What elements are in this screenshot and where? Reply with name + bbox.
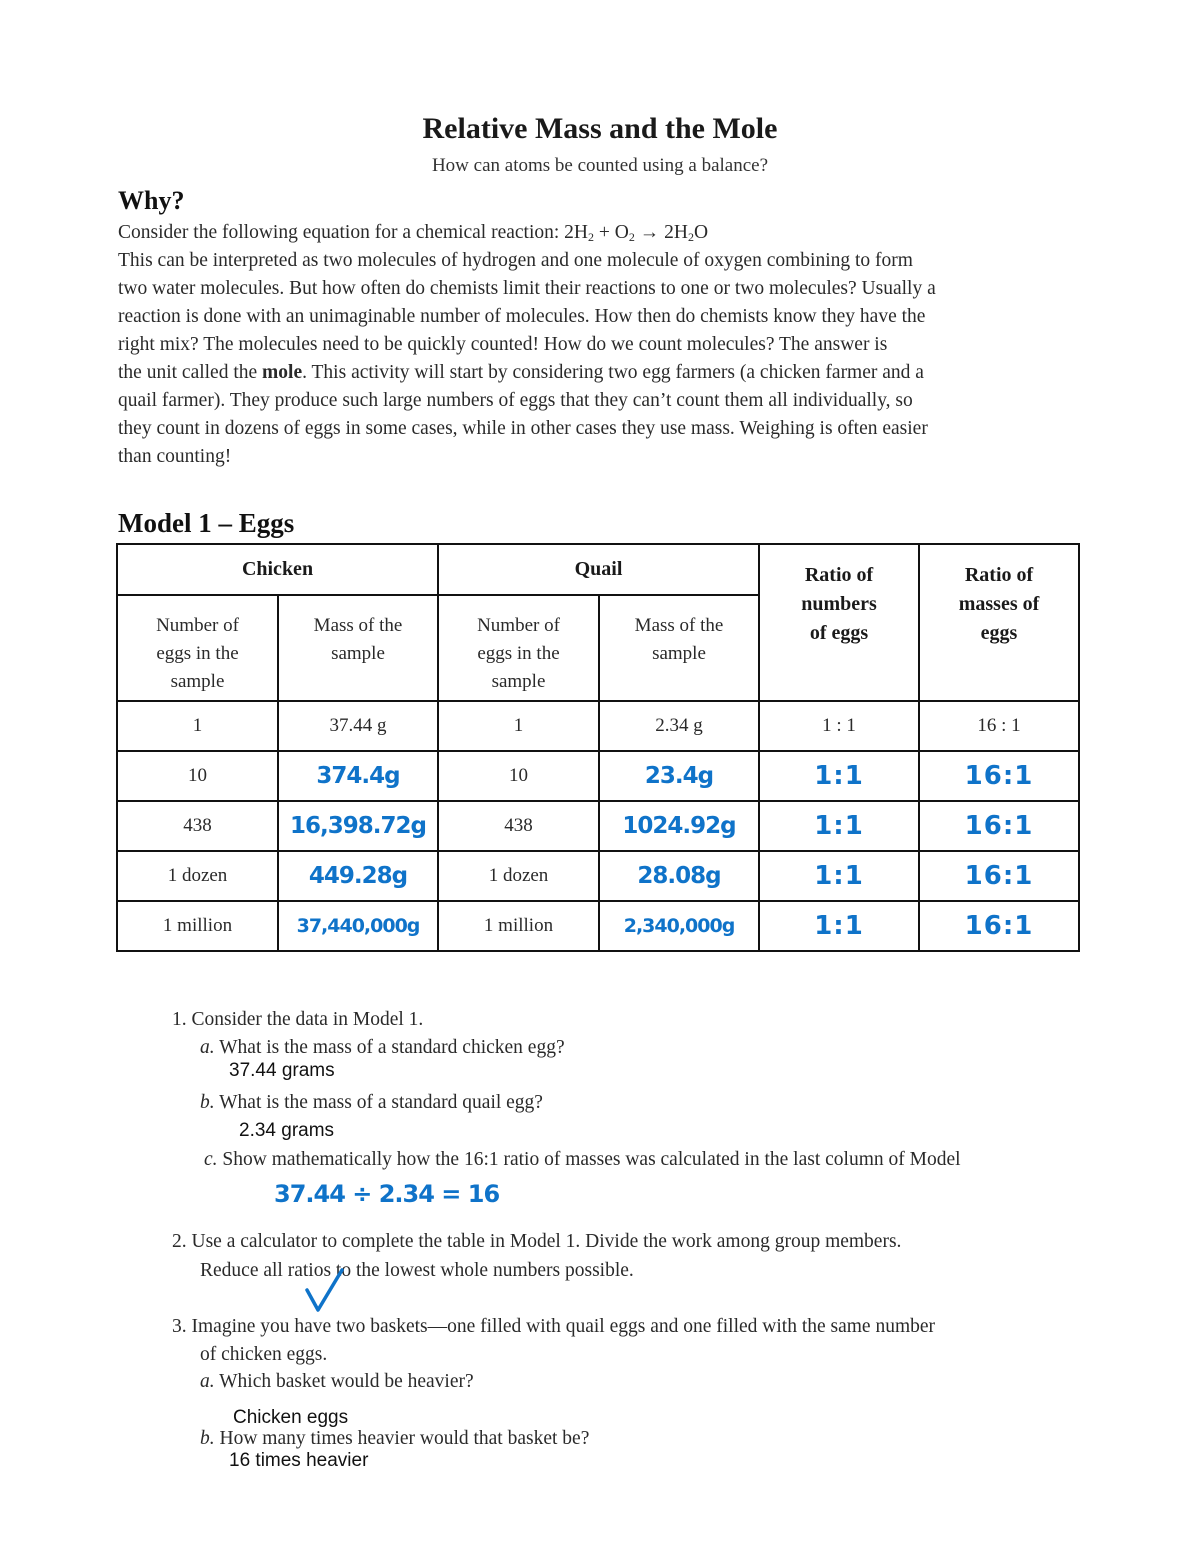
ratio-numbers-cell	[759, 801, 919, 851]
quail-mass-cell	[599, 901, 759, 951]
question-1b: b. What is the mass of a standard quail egg?	[200, 1092, 543, 1113]
ratio-masses-cell	[919, 901, 1079, 951]
intro-line: reaction is done with an unimaginable number of molecules. How then do chemists know they have the	[118, 306, 926, 327]
question-2-cont: Reduce all ratios to the lowest whole numbers possible.	[200, 1260, 634, 1281]
ratio-masses-cell: 16 : 1	[919, 701, 1079, 751]
handwritten-answer: 1:1	[814, 811, 864, 841]
question-3: 3. Imagine you have two baskets—one filled with quail eggs and one filled with the same number	[172, 1316, 936, 1337]
table-row	[117, 801, 1079, 851]
quail-mass-cell: 2.34 g	[599, 701, 759, 751]
handwritten-answer: 16:1	[964, 911, 1034, 941]
chicken-number-cell: 1 dozen	[117, 851, 278, 901]
handwritten-answer: 23.4g	[644, 763, 714, 789]
why-heading: Why?	[118, 186, 185, 215]
model-heading: Model 1 – Eggs	[118, 508, 295, 538]
quail-mass-cell	[599, 751, 759, 801]
ratio-numbers-cell: 1 : 1	[759, 701, 919, 751]
handwritten-answer-1c: 37.44 ÷ 2.34 = 16	[274, 1180, 500, 1208]
handwritten-answer: 28.08g	[637, 863, 721, 889]
handwritten-answer: 1:1	[814, 911, 864, 941]
chicken-mass-cell	[278, 801, 438, 851]
header-ratio-numbers: Ratio of numbers of eggs	[759, 544, 919, 701]
answer-3b: 16 times heavier	[229, 1450, 369, 1471]
quail-number-cell: 10	[438, 751, 599, 801]
chicken-mass-cell: 37.44 g	[278, 701, 438, 751]
chicken-number-cell: 438	[117, 801, 278, 851]
handwritten-answer: 449.28g	[308, 863, 408, 889]
subheader-chicken-mass: Mass of the sample	[278, 595, 438, 701]
table-row	[117, 701, 1079, 751]
ratio-numbers-cell	[759, 751, 919, 801]
answer-1a: 37.44 grams	[229, 1060, 335, 1081]
header-chicken: Chicken	[117, 544, 438, 595]
chicken-number-cell: 1	[117, 701, 278, 751]
ratio-numbers-cell	[759, 901, 919, 951]
answer-3a: Chicken eggs	[233, 1407, 349, 1428]
eggs-table	[116, 543, 1080, 952]
intro-paragraph	[118, 219, 1078, 471]
table-row	[117, 901, 1079, 951]
intro-line: quail farmer). They produce such large numbers of eggs that they can’t count them all individually, so	[118, 390, 913, 411]
question-3-cont: of chicken eggs.	[200, 1344, 328, 1365]
question-2: 2. Use a calculator to complete the table in Model 1. Divide the work among group members.	[172, 1231, 902, 1252]
handwritten-answer: 1:1	[814, 861, 864, 891]
chicken-number-cell: 10	[117, 751, 278, 801]
handwritten-answer: 16:1	[964, 761, 1034, 791]
intro-line: they count in dozens of eggs in some cases, while in other cases they use mass. Weighing is often easier	[118, 418, 928, 439]
handwritten-answer: 2,340,000g	[623, 915, 735, 937]
chicken-mass-cell	[278, 851, 438, 901]
page-title: Relative Mass and the Mole	[422, 112, 778, 145]
handwritten-answer: 1024.92g	[622, 813, 736, 839]
ratio-masses-cell	[919, 851, 1079, 901]
intro-line: two water molecules. But how often do chemists limit their reactions to one or two molecules? Usually a	[118, 278, 936, 299]
subheader-quail-mass: Mass of the sample	[599, 595, 759, 701]
quail-mass-cell	[599, 801, 759, 851]
handwritten-answer: 16:1	[964, 811, 1034, 841]
quail-number-cell: 1 dozen	[438, 851, 599, 901]
chicken-number-cell: 1 million	[117, 901, 278, 951]
quail-mass-cell	[599, 851, 759, 901]
handwritten-answer: 16:1	[964, 861, 1034, 891]
quail-number-cell: 438	[438, 801, 599, 851]
quail-number-cell: 1	[438, 701, 599, 751]
table-row	[117, 851, 1079, 901]
page-subtitle: How can atoms be counted using a balance?	[431, 155, 769, 176]
subheader-chicken-number: Number of eggs in the sample	[117, 595, 278, 701]
quail-number-cell: 1 million	[438, 901, 599, 951]
handwritten-answer: 37,440,000g	[296, 915, 420, 937]
header-quail: Quail	[438, 544, 759, 595]
intro-line: right mix? The molecules need to be quickly counted! How do we count molecules? The answer is	[118, 334, 888, 355]
question-3a: a. Which basket would be heavier?	[200, 1371, 474, 1392]
question-1a: a. What is the mass of a standard chicken egg?	[200, 1037, 565, 1058]
ratio-numbers-cell	[759, 851, 919, 901]
intro-line: This can be interpreted as two molecules of hydrogen and one molecule of oxygen combining to form	[118, 250, 913, 271]
handwritten-answer: 1:1	[814, 761, 864, 791]
handwritten-answer: 374.4g	[316, 763, 400, 789]
ratio-masses-cell	[919, 751, 1079, 801]
answer-1b: 2.34 grams	[239, 1120, 335, 1141]
table-row	[117, 751, 1079, 801]
chicken-mass-cell	[278, 901, 438, 951]
ratio-masses-cell	[919, 801, 1079, 851]
chicken-mass-cell	[278, 751, 438, 801]
header-ratio-masses: Ratio of masses of eggs	[919, 544, 1079, 701]
subheader-quail-number: Number of eggs in the sample	[438, 595, 599, 701]
handwritten-answer: 16,398.72g	[290, 813, 426, 839]
question-1c: c. Show mathematically how the 16:1 ratio of masses was calculated in the last column of Model	[204, 1149, 961, 1170]
equation-line: Consider the following equation for a chemical reaction: $2H_2 + O_2 \to 2H_2O$	[118, 222, 709, 244]
checkmark-icon	[304, 1266, 346, 1314]
question-3b: b. How many times heavier would that basket be?	[200, 1428, 590, 1449]
question-1: 1. Consider the data in Model 1.	[172, 1009, 424, 1030]
intro-line: the unit called the mole. This activity will start by considering two egg farmers (a chicken farmer and a	[118, 362, 924, 383]
intro-line: than counting!	[118, 446, 232, 467]
